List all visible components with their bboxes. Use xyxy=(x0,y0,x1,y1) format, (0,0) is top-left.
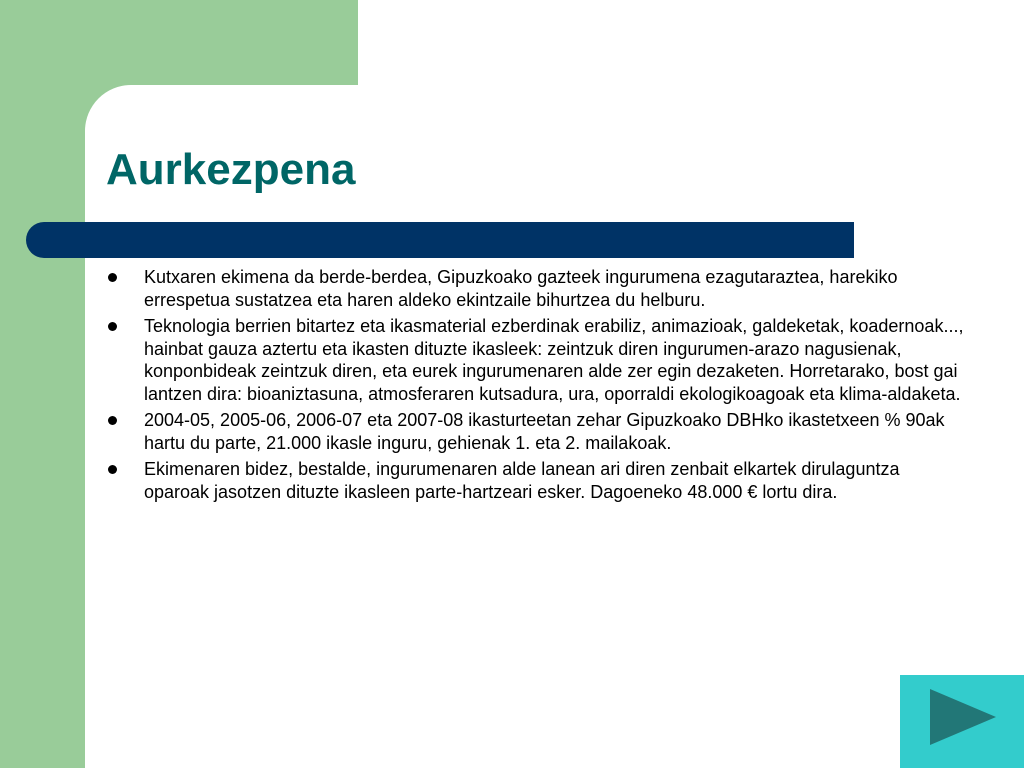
bullet-dot-icon xyxy=(108,322,117,331)
bullet-text: Teknologia berrien bitartez eta ikasmaterial ezberdinak erabiliz, animazioak, galdeketak, koadernoak..., hainbat gauza aztertu eta ikasten dituzte ikasleek: zeintzuk diren ingurumen-arazo nagusienak, konponbideak zeintzuk diren, eta eurek ingurumenaren alde zer egin dezaketen. Horretarako, bost gai lantzen dira: bioaniztasuna, atmosferaren kutsadura, ura, oporraldi ekologikoagoak eta klima-aldaketa. xyxy=(144,316,964,404)
bullet-item xyxy=(106,409,966,454)
bullet-dot-icon xyxy=(108,465,117,474)
bullet-dot-icon xyxy=(108,273,117,282)
slide-title: Aurkezpena xyxy=(106,145,356,194)
bullet-item xyxy=(106,458,966,503)
bullet-dot-icon xyxy=(108,416,117,425)
bullet-text: Kutxaren ekimena da berde-berdea, Gipuzkoako gazteek ingurumena ezagutaraztea, harekiko errespetua sustatzea eta haren aldeko ekintzaile bihurtzea du helburu. xyxy=(144,267,898,310)
bullet-text: 2004-05, 2005-06, 2006-07 eta 2007-08 ikasturteetan zehar Gipuzkoako DBHko ikastetxeen % 90ak hartu du parte, 21.000 ikasle inguru, gehienak 1. eta 2. mailakoak. xyxy=(144,410,945,453)
bullet-item xyxy=(106,315,966,405)
bullet-text: Ekimenaren bidez, bestalde, ingurumenaren alde lanean ari diren zenbait elkartek dirulaguntza oparoak jasotzen dituzte ikasleen parte-hartzeari esker. Dagoeneko 48.000 € lortu dira. xyxy=(144,459,900,502)
title-underline-bar xyxy=(26,222,854,258)
next-slide-button[interactable] xyxy=(900,675,1024,768)
play-triangle-icon xyxy=(928,687,998,747)
bullet-list xyxy=(106,266,966,507)
bullet-item xyxy=(106,266,966,311)
